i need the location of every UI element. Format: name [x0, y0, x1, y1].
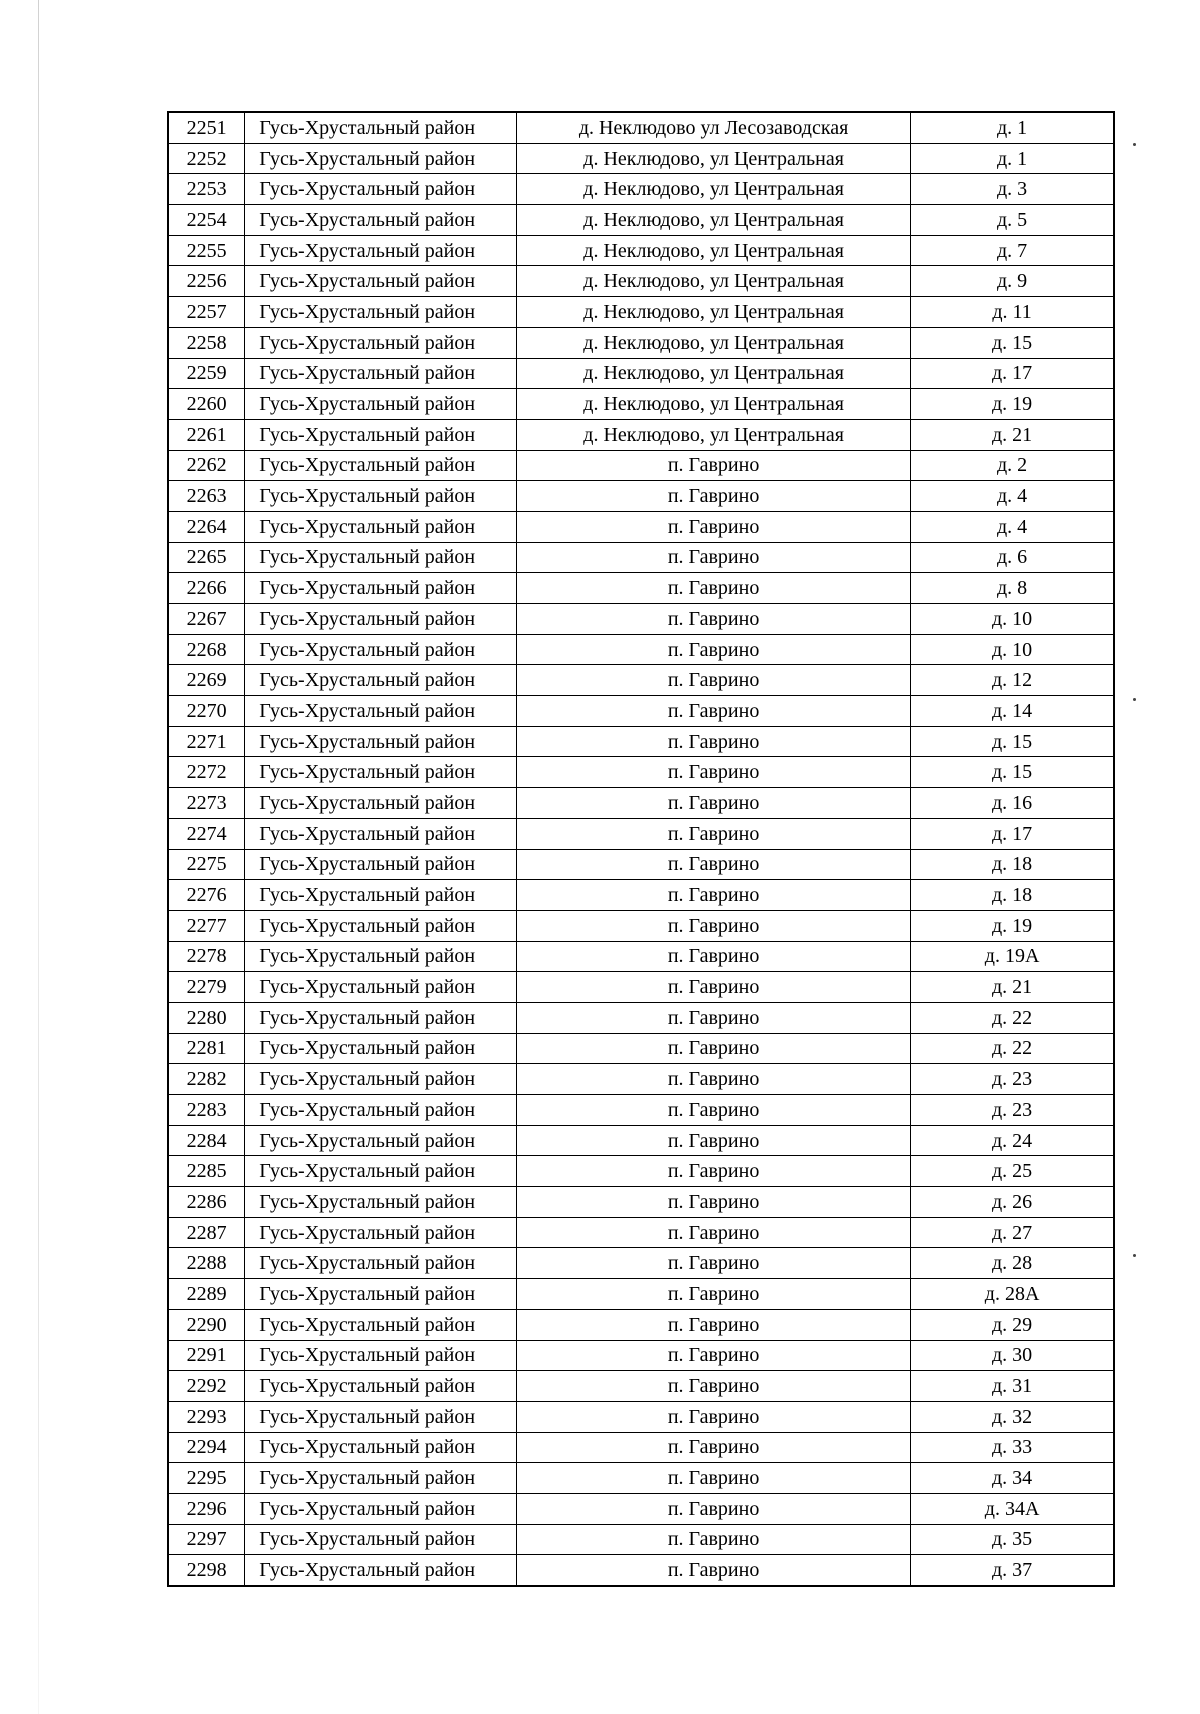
- row-number-cell: 2288: [168, 1248, 245, 1279]
- district-cell: Гусь-Хрустальный район: [245, 266, 517, 297]
- house-number-cell: д. 30: [911, 1340, 1114, 1371]
- settlement-street-cell: п. Гаврино: [517, 696, 911, 727]
- table-row: [168, 266, 1114, 297]
- settlement-street-cell: д. Неклюдово, ул Центральная: [517, 419, 911, 450]
- row-number-cell: 2290: [168, 1309, 245, 1340]
- settlement-street-cell: п. Гаврино: [517, 542, 911, 573]
- settlement-street-cell: п. Гаврино: [517, 941, 911, 972]
- settlement-street-cell: п. Гаврино: [517, 1401, 911, 1432]
- row-number-cell: 2256: [168, 266, 245, 297]
- row-number-cell: 2272: [168, 757, 245, 788]
- district-cell: Гусь-Хрустальный район: [245, 174, 517, 205]
- table-row: [168, 450, 1114, 481]
- row-number-cell: 2268: [168, 634, 245, 665]
- table-row: [168, 511, 1114, 542]
- table-row: [168, 112, 1114, 143]
- row-number-cell: 2259: [168, 358, 245, 389]
- district-cell: Гусь-Хрустальный район: [245, 450, 517, 481]
- district-cell: Гусь-Хрустальный район: [245, 634, 517, 665]
- house-number-cell: д. 26: [911, 1187, 1114, 1218]
- house-number-cell: д. 6: [911, 542, 1114, 573]
- table-row: [168, 818, 1114, 849]
- row-number-cell: 2297: [168, 1524, 245, 1555]
- table-row: [168, 481, 1114, 512]
- row-number-cell: 2261: [168, 419, 245, 450]
- table-row: [168, 174, 1114, 205]
- settlement-street-cell: д. Неклюдово, ул Центральная: [517, 235, 911, 266]
- table-row: [168, 1217, 1114, 1248]
- table-row: [168, 419, 1114, 450]
- settlement-street-cell: д. Неклюдово, ул Центральная: [517, 174, 911, 205]
- settlement-street-cell: д. Неклюдово, ул Центральная: [517, 143, 911, 174]
- row-number-cell: 2273: [168, 788, 245, 819]
- row-number-cell: 2276: [168, 880, 245, 911]
- district-cell: Гусь-Хрустальный район: [245, 1279, 517, 1310]
- address-table: [167, 111, 1115, 1587]
- district-cell: Гусь-Хрустальный район: [245, 757, 517, 788]
- house-number-cell: д. 15: [911, 726, 1114, 757]
- table-row: [168, 696, 1114, 727]
- settlement-street-cell: д. Неклюдово, ул Центральная: [517, 327, 911, 358]
- district-cell: Гусь-Хрустальный район: [245, 358, 517, 389]
- row-number-cell: 2258: [168, 327, 245, 358]
- district-cell: Гусь-Хрустальный район: [245, 726, 517, 757]
- settlement-street-cell: д. Неклюдово, ул Центральная: [517, 358, 911, 389]
- table-row: [168, 1125, 1114, 1156]
- table-row: [168, 1401, 1114, 1432]
- settlement-street-cell: п. Гаврино: [517, 880, 911, 911]
- settlement-street-cell: п. Гаврино: [517, 972, 911, 1003]
- row-number-cell: 2267: [168, 604, 245, 635]
- house-number-cell: д. 33: [911, 1432, 1114, 1463]
- table-row: [168, 1493, 1114, 1524]
- settlement-street-cell: п. Гаврино: [517, 573, 911, 604]
- district-cell: Гусь-Хрустальный район: [245, 1064, 517, 1095]
- house-number-cell: д. 16: [911, 788, 1114, 819]
- table-row: [168, 1340, 1114, 1371]
- district-cell: Гусь-Хрустальный район: [245, 542, 517, 573]
- house-number-cell: д. 22: [911, 1033, 1114, 1064]
- district-cell: Гусь-Хрустальный район: [245, 1033, 517, 1064]
- house-number-cell: д. 1: [911, 112, 1114, 143]
- house-number-cell: д. 29: [911, 1309, 1114, 1340]
- house-number-cell: д. 28: [911, 1248, 1114, 1279]
- settlement-street-cell: п. Гаврино: [517, 788, 911, 819]
- district-cell: Гусь-Хрустальный район: [245, 788, 517, 819]
- settlement-street-cell: п. Гаврино: [517, 1309, 911, 1340]
- settlement-street-cell: д. Неклюдово ул Лесозаводская: [517, 112, 911, 143]
- house-number-cell: д. 1: [911, 143, 1114, 174]
- row-number-cell: 2269: [168, 665, 245, 696]
- house-number-cell: д. 28А: [911, 1279, 1114, 1310]
- row-number-cell: 2274: [168, 818, 245, 849]
- table-row: [168, 1555, 1114, 1586]
- house-number-cell: д. 4: [911, 481, 1114, 512]
- row-number-cell: 2270: [168, 696, 245, 727]
- row-number-cell: 2282: [168, 1064, 245, 1095]
- house-number-cell: д. 5: [911, 205, 1114, 236]
- district-cell: Гусь-Хрустальный район: [245, 1187, 517, 1218]
- settlement-street-cell: д. Неклюдово, ул Центральная: [517, 297, 911, 328]
- settlement-street-cell: п. Гаврино: [517, 1463, 911, 1494]
- scan-margin-line: [38, 0, 39, 1714]
- row-number-cell: 2286: [168, 1187, 245, 1218]
- district-cell: Гусь-Хрустальный район: [245, 389, 517, 420]
- scan-speck: [1133, 1254, 1136, 1257]
- row-number-cell: 2296: [168, 1493, 245, 1524]
- house-number-cell: д. 8: [911, 573, 1114, 604]
- scan-speck: [1133, 143, 1136, 146]
- row-number-cell: 2251: [168, 112, 245, 143]
- house-number-cell: д. 25: [911, 1156, 1114, 1187]
- row-number-cell: 2255: [168, 235, 245, 266]
- house-number-cell: д. 9: [911, 266, 1114, 297]
- table-row: [168, 389, 1114, 420]
- district-cell: Гусь-Хрустальный район: [245, 1524, 517, 1555]
- settlement-street-cell: п. Гаврино: [517, 1340, 911, 1371]
- row-number-cell: 2265: [168, 542, 245, 573]
- row-number-cell: 2278: [168, 941, 245, 972]
- district-cell: Гусь-Хрустальный район: [245, 235, 517, 266]
- row-number-cell: 2293: [168, 1401, 245, 1432]
- district-cell: Гусь-Хрустальный район: [245, 1555, 517, 1586]
- house-number-cell: д. 7: [911, 235, 1114, 266]
- table-row: [168, 1309, 1114, 1340]
- house-number-cell: д. 11: [911, 297, 1114, 328]
- row-number-cell: 2277: [168, 910, 245, 941]
- district-cell: Гусь-Хрустальный район: [245, 910, 517, 941]
- house-number-cell: д. 18: [911, 880, 1114, 911]
- house-number-cell: д. 22: [911, 1002, 1114, 1033]
- table-row: [168, 604, 1114, 635]
- settlement-street-cell: п. Гаврино: [517, 726, 911, 757]
- row-number-cell: 2281: [168, 1033, 245, 1064]
- district-cell: Гусь-Хрустальный район: [245, 419, 517, 450]
- settlement-street-cell: п. Гаврино: [517, 1064, 911, 1095]
- settlement-street-cell: п. Гаврино: [517, 1555, 911, 1586]
- house-number-cell: д. 12: [911, 665, 1114, 696]
- house-number-cell: д. 23: [911, 1095, 1114, 1126]
- settlement-street-cell: п. Гаврино: [517, 1187, 911, 1218]
- table-row: [168, 358, 1114, 389]
- house-number-cell: д. 2: [911, 450, 1114, 481]
- house-number-cell: д. 3: [911, 174, 1114, 205]
- scan-speck: [1133, 698, 1136, 701]
- settlement-street-cell: д. Неклюдово, ул Центральная: [517, 205, 911, 236]
- settlement-street-cell: п. Гаврино: [517, 1493, 911, 1524]
- settlement-street-cell: п. Гаврино: [517, 481, 911, 512]
- district-cell: Гусь-Хрустальный район: [245, 1463, 517, 1494]
- house-number-cell: д. 37: [911, 1555, 1114, 1586]
- house-number-cell: д. 19А: [911, 941, 1114, 972]
- row-number-cell: 2295: [168, 1463, 245, 1494]
- house-number-cell: д. 17: [911, 358, 1114, 389]
- settlement-street-cell: п. Гаврино: [517, 1279, 911, 1310]
- district-cell: Гусь-Хрустальный район: [245, 1125, 517, 1156]
- settlement-street-cell: п. Гаврино: [517, 1033, 911, 1064]
- house-number-cell: д. 14: [911, 696, 1114, 727]
- settlement-street-cell: п. Гаврино: [517, 1002, 911, 1033]
- row-number-cell: 2298: [168, 1555, 245, 1586]
- district-cell: Гусь-Хрустальный район: [245, 1156, 517, 1187]
- table-row: [168, 1187, 1114, 1218]
- settlement-street-cell: п. Гаврино: [517, 849, 911, 880]
- house-number-cell: д. 35: [911, 1524, 1114, 1555]
- row-number-cell: 2253: [168, 174, 245, 205]
- district-cell: Гусь-Хрустальный район: [245, 941, 517, 972]
- district-cell: Гусь-Хрустальный район: [245, 1493, 517, 1524]
- row-number-cell: 2284: [168, 1125, 245, 1156]
- district-cell: Гусь-Хрустальный район: [245, 1371, 517, 1402]
- district-cell: Гусь-Хрустальный район: [245, 1217, 517, 1248]
- house-number-cell: д. 17: [911, 818, 1114, 849]
- house-number-cell: д. 18: [911, 849, 1114, 880]
- settlement-street-cell: п. Гаврино: [517, 1156, 911, 1187]
- district-cell: Гусь-Хрустальный район: [245, 297, 517, 328]
- row-number-cell: 2263: [168, 481, 245, 512]
- table-row: [168, 757, 1114, 788]
- table-row: [168, 880, 1114, 911]
- row-number-cell: 2283: [168, 1095, 245, 1126]
- district-cell: Гусь-Хрустальный район: [245, 665, 517, 696]
- table-row: [168, 1371, 1114, 1402]
- settlement-street-cell: п. Гаврино: [517, 1432, 911, 1463]
- district-cell: Гусь-Хрустальный район: [245, 1309, 517, 1340]
- house-number-cell: д. 21: [911, 419, 1114, 450]
- district-cell: Гусь-Хрустальный район: [245, 1340, 517, 1371]
- district-cell: Гусь-Хрустальный район: [245, 481, 517, 512]
- table-row: [168, 665, 1114, 696]
- table-row: [168, 1033, 1114, 1064]
- settlement-street-cell: п. Гаврино: [517, 1125, 911, 1156]
- district-cell: Гусь-Хрустальный район: [245, 849, 517, 880]
- settlement-street-cell: п. Гаврино: [517, 511, 911, 542]
- table-row: [168, 1524, 1114, 1555]
- district-cell: Гусь-Хрустальный район: [245, 1095, 517, 1126]
- row-number-cell: 2257: [168, 297, 245, 328]
- table-row: [168, 297, 1114, 328]
- table-row: [168, 1432, 1114, 1463]
- table-row: [168, 849, 1114, 880]
- table-row: [168, 542, 1114, 573]
- table-row: [168, 726, 1114, 757]
- row-number-cell: 2292: [168, 1371, 245, 1402]
- settlement-street-cell: п. Гаврино: [517, 604, 911, 635]
- row-number-cell: 2285: [168, 1156, 245, 1187]
- row-number-cell: 2254: [168, 205, 245, 236]
- table-row: [168, 910, 1114, 941]
- row-number-cell: 2264: [168, 511, 245, 542]
- table-row: [168, 1279, 1114, 1310]
- district-cell: Гусь-Хрустальный район: [245, 143, 517, 174]
- house-number-cell: д. 27: [911, 1217, 1114, 1248]
- settlement-street-cell: п. Гаврино: [517, 1095, 911, 1126]
- row-number-cell: 2266: [168, 573, 245, 604]
- district-cell: Гусь-Хрустальный район: [245, 818, 517, 849]
- settlement-street-cell: п. Гаврино: [517, 450, 911, 481]
- row-number-cell: 2279: [168, 972, 245, 1003]
- settlement-street-cell: д. Неклюдово, ул Центральная: [517, 389, 911, 420]
- table-row: [168, 941, 1114, 972]
- district-cell: Гусь-Хрустальный район: [245, 696, 517, 727]
- district-cell: Гусь-Хрустальный район: [245, 880, 517, 911]
- district-cell: Гусь-Хрустальный район: [245, 573, 517, 604]
- table-row: [168, 205, 1114, 236]
- row-number-cell: 2252: [168, 143, 245, 174]
- house-number-cell: д. 31: [911, 1371, 1114, 1402]
- district-cell: Гусь-Хрустальный район: [245, 1248, 517, 1279]
- district-cell: Гусь-Хрустальный район: [245, 112, 517, 143]
- district-cell: Гусь-Хрустальный район: [245, 511, 517, 542]
- house-number-cell: д. 34А: [911, 1493, 1114, 1524]
- district-cell: Гусь-Хрустальный район: [245, 327, 517, 358]
- table-row: [168, 1248, 1114, 1279]
- settlement-street-cell: п. Гаврино: [517, 634, 911, 665]
- table-row: [168, 573, 1114, 604]
- table-row: [168, 634, 1114, 665]
- house-number-cell: д. 4: [911, 511, 1114, 542]
- table-row: [168, 972, 1114, 1003]
- settlement-street-cell: п. Гаврино: [517, 910, 911, 941]
- table-row: [168, 143, 1114, 174]
- district-cell: Гусь-Хрустальный район: [245, 604, 517, 635]
- row-number-cell: 2260: [168, 389, 245, 420]
- row-number-cell: 2271: [168, 726, 245, 757]
- district-cell: Гусь-Хрустальный район: [245, 1401, 517, 1432]
- row-number-cell: 2287: [168, 1217, 245, 1248]
- house-number-cell: д. 10: [911, 634, 1114, 665]
- district-cell: Гусь-Хрустальный район: [245, 1432, 517, 1463]
- house-number-cell: д. 21: [911, 972, 1114, 1003]
- table-row: [168, 1156, 1114, 1187]
- settlement-street-cell: д. Неклюдово, ул Центральная: [517, 266, 911, 297]
- row-number-cell: 2262: [168, 450, 245, 481]
- settlement-street-cell: п. Гаврино: [517, 818, 911, 849]
- house-number-cell: д. 19: [911, 910, 1114, 941]
- house-number-cell: д. 34: [911, 1463, 1114, 1494]
- house-number-cell: д. 15: [911, 327, 1114, 358]
- house-number-cell: д. 10: [911, 604, 1114, 635]
- row-number-cell: 2275: [168, 849, 245, 880]
- house-number-cell: д. 24: [911, 1125, 1114, 1156]
- house-number-cell: д. 23: [911, 1064, 1114, 1095]
- house-number-cell: д. 32: [911, 1401, 1114, 1432]
- table-row: [168, 327, 1114, 358]
- address-table-body: [168, 112, 1114, 1586]
- table-row: [168, 1064, 1114, 1095]
- settlement-street-cell: п. Гаврино: [517, 1524, 911, 1555]
- row-number-cell: 2280: [168, 1002, 245, 1033]
- table-row: [168, 788, 1114, 819]
- table-row: [168, 235, 1114, 266]
- district-cell: Гусь-Хрустальный район: [245, 1002, 517, 1033]
- district-cell: Гусь-Хрустальный район: [245, 972, 517, 1003]
- house-number-cell: д. 19: [911, 389, 1114, 420]
- row-number-cell: 2294: [168, 1432, 245, 1463]
- district-cell: Гусь-Хрустальный район: [245, 205, 517, 236]
- house-number-cell: д. 15: [911, 757, 1114, 788]
- row-number-cell: 2291: [168, 1340, 245, 1371]
- settlement-street-cell: п. Гаврино: [517, 757, 911, 788]
- table-row: [168, 1463, 1114, 1494]
- settlement-street-cell: п. Гаврино: [517, 665, 911, 696]
- table-row: [168, 1095, 1114, 1126]
- settlement-street-cell: п. Гаврино: [517, 1217, 911, 1248]
- settlement-street-cell: п. Гаврино: [517, 1248, 911, 1279]
- table-row: [168, 1002, 1114, 1033]
- row-number-cell: 2289: [168, 1279, 245, 1310]
- settlement-street-cell: п. Гаврино: [517, 1371, 911, 1402]
